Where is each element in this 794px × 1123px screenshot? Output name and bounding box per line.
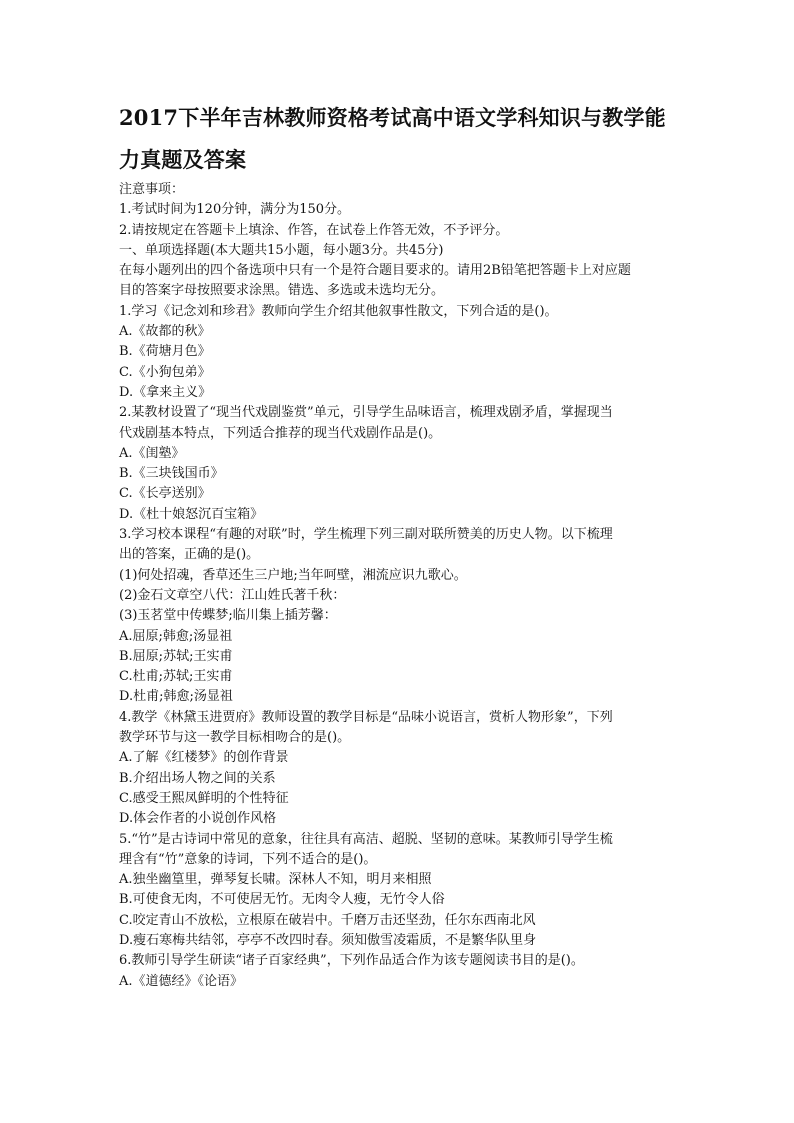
- text-line: 一、单项选择题(本大题共15小题，每小题3分。共45分): [119, 242, 444, 258]
- text-line: 出的答案，正确的是()。: [119, 547, 260, 563]
- text-line: 在每小题列出的四个备选项中只有一个是符合题目要求的。请用2B铅笔把答题卡上对应题: [119, 263, 631, 279]
- text-line: 代戏剧基本特点，下列适合推荐的现当代戏剧作品是()。: [119, 425, 442, 441]
- text-line: A.屈原;韩愈;汤显祖: [119, 628, 233, 644]
- text-line: 教学环节与这一教学目标相吻合的是()。: [119, 730, 351, 746]
- text-line: B.《荷塘月色》: [119, 344, 211, 360]
- text-line: C.杜甫;苏轼;王实甫: [119, 669, 233, 685]
- text-line: (2)金石文章空八代：江山姓氏著千秋：: [119, 587, 346, 603]
- document-title-line-1: 2017下半年吉林教师资格考试高中语文学科知识与教学能: [119, 105, 666, 130]
- text-line: C.《长亭送别》: [119, 486, 211, 502]
- text-line: 1.考试时间为120分钟，满分为150分。: [119, 202, 351, 218]
- text-line: 理含有“竹”意象的诗词，下列不适合的是()。: [119, 851, 377, 867]
- text-line: 5.“竹”是古诗词中常见的意象，往往具有高洁、超脱、坚韧的意味。某教师引导学生梳: [119, 831, 613, 847]
- text-line: B.屈原;苏轼;王实甫: [119, 648, 233, 664]
- text-line: D.体会作者的小说创作风格: [119, 811, 277, 827]
- text-line: 2.某教材设置了“现当代戏剧鉴赏”单元，引导学生品味语言，梳理戏剧矛盾，掌握现当: [119, 405, 613, 421]
- text-line: (3)玉茗堂中传蝶梦;临川集上插芳馨：: [119, 608, 337, 624]
- text-line: D.《杜十娘怒沉百宝箱》: [119, 506, 264, 522]
- text-line: 3.学习校本课程“有趣的对联”时，学生梳理下列三副对联所赞美的历史人物。以下梳理: [119, 527, 613, 543]
- text-line: C.感受王熙凤鲜明的个性特征: [119, 790, 289, 806]
- document-body: [119, 180, 699, 992]
- text-line: A.独坐幽篁里，弹琴复长啸。深林人不知，明月来相照: [119, 872, 432, 888]
- text-line: D.《拿来主义》: [119, 384, 212, 400]
- text-line: A.了解《红楼梦》的创作背景: [119, 750, 289, 766]
- text-line: 6.教师引导学生研读“诸子百家经典”，下列作品适合作为该专题阅读书目的是()。: [119, 953, 584, 969]
- text-line: A.《道德经》《论语》: [119, 973, 244, 989]
- text-line: A.《闺塾》: [119, 445, 185, 461]
- document-title-line-2: 力真题及答案: [119, 147, 247, 172]
- text-line: (1)何处招魂，香草还生三户地;当年呵壁，湘流应识九歌心。: [119, 567, 467, 583]
- text-line: B.介绍出场人物之间的关系: [119, 770, 276, 786]
- text-line: 2.请按规定在答题卡上填涂、作答，在试卷上作答无效，不予评分。: [119, 222, 509, 238]
- text-line: 1.学习《记念刘和珍君》教师向学生介绍其他叙事性散文，下列合适的是()。: [119, 303, 558, 319]
- text-line: 目的答案字母按照要求涂黑。错选、多选或未选均无分。: [119, 283, 445, 299]
- text-line: D.杜甫;韩愈;汤显祖: [119, 689, 233, 705]
- text-line: 4.教学《林黛玉进贾府》教师设置的教学目标是“品味小说语言，赏析人物形象”，下列: [119, 709, 613, 725]
- text-line: A.《故都的秋》: [119, 324, 211, 340]
- text-line: 注意事项：: [119, 182, 185, 197]
- text-line: B.可使食无肉，不可使居无竹。无肉令人瘦，无竹令人俗: [119, 892, 445, 908]
- text-line: C.《小狗包弟》: [119, 364, 211, 380]
- text-line: C.咬定青山不放松，立根原在破岩中。千磨万击还坚劲，任尔东西南北风: [119, 912, 536, 928]
- text-line: D.瘦石寒梅共结邻，亭亭不改四时春。须知傲雪凌霜质，不是繁华队里身: [119, 932, 537, 948]
- text-line: B.《三块钱国币》: [119, 466, 224, 482]
